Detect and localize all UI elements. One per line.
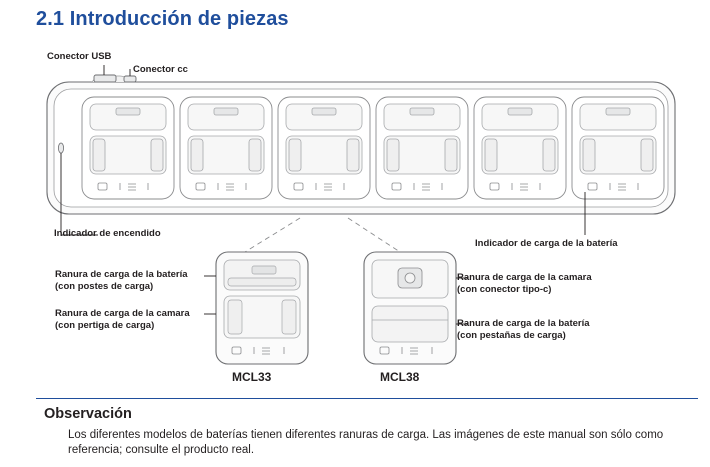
parts-diagram [0, 40, 710, 390]
label-left-camera-slot: Ranura de carga de la camara (con pertiga de carga) [55, 308, 190, 331]
label-right-camera-slot: Ranura de carga de la camara (con conector tipo-c) [457, 272, 592, 295]
observation-body: Los diferentes modelos de baterías tienen diferentes ranuras de carga. Las imágenes de este manual son sólo como referencia; consulte el producto real. [68, 429, 664, 456]
model-name-left: MCL33 [232, 370, 272, 384]
observation-title: Observación [44, 406, 132, 422]
label-dc-connector: Conector cc [133, 64, 188, 75]
label-right-battery-slot: Ranura de carga de la batería (con pestañas de carga) [457, 318, 590, 341]
label-left-battery-slot: Ranura de carga de la batería (con postes de carga) [55, 269, 188, 292]
label-battery-charge-indicator: Indicador de carga de la batería [475, 238, 618, 249]
label-usb-connector: Conector USB [47, 51, 112, 62]
label-power-indicator: Indicador de encendido [54, 228, 161, 239]
section-divider [36, 398, 698, 399]
page-title: 2.1 Introducción de piezas [36, 8, 289, 30]
model-name-right: MCL38 [380, 370, 420, 384]
charger-illustration [0, 40, 710, 390]
